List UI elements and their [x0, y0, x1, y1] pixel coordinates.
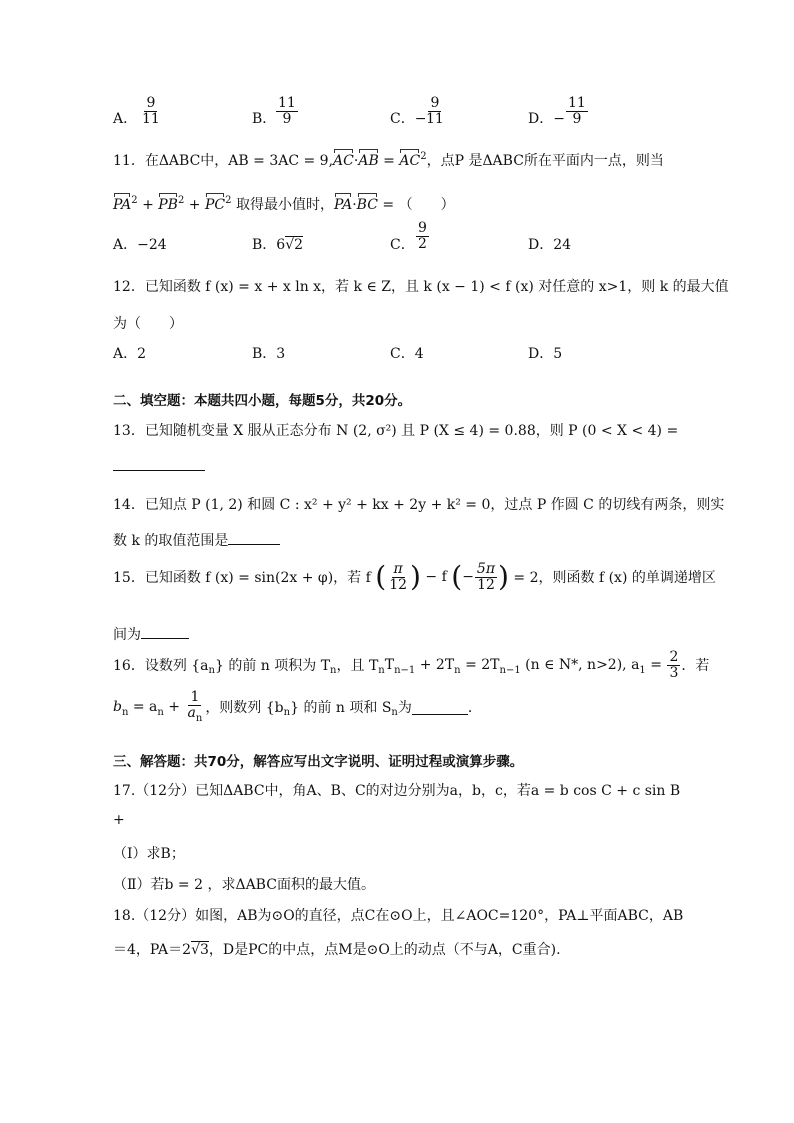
q11-option-c-fraction: $\frac{9}{2}$	[418, 220, 427, 252]
q10-option-a-label: A．	[113, 111, 138, 127]
q11-line1: 11．在ΔABC中，AB = $3AC = 9,AC\cdot AB = AC^2$，点P 是ΔABC所在平面内一点，则当	[113, 151, 664, 169]
q14-line2: 数 k 的取值范围是	[113, 530, 280, 550]
q12-option-d: D．5	[528, 346, 563, 362]
q10-option-c-fraction: $\frac{9}{11}$	[426, 95, 444, 127]
q13-line1: 13．已知随机变量 X 服从正态分布 N (2, σ²) 且 P (X ≤ 4) = 0.88，则 P (0 < X < 4) =	[113, 423, 679, 439]
q12-line2: 为（ ）	[113, 316, 183, 332]
section-2-heading: 二、填空题：本题共四小题，每题5分，共20分。	[113, 393, 412, 409]
q12-options	[113, 343, 713, 363]
q12-option-b: B．3	[252, 346, 286, 362]
q17-line1: 17.（12分）已知ΔABC中，角A、B、C的对边分别为a，b，c，若a = b cos C + c sin B	[113, 783, 681, 799]
q10-option-b-label: B．	[252, 111, 277, 127]
q10-option-c-label: C．−	[390, 111, 427, 127]
q14-answer-blank	[228, 530, 280, 545]
q11-option-b: B．6√2	[252, 237, 304, 253]
q11-options	[113, 220, 713, 264]
q17-part2: （Ⅱ）若b = 2 ，求ΔABC面积的最大值。	[113, 877, 375, 893]
q17-line2: +	[113, 812, 125, 828]
q16-answer-blank	[412, 700, 468, 715]
q12-option-a: A．2	[113, 346, 147, 362]
q10-option-a-fraction: $\frac{9}{11}$	[142, 95, 160, 127]
q11-option-d: D．24	[528, 237, 572, 253]
q10-option-d-fraction: $\frac{11}{9}$	[568, 95, 586, 127]
q10-option-d-label: D．−	[528, 111, 565, 127]
q18-line2: ＝4，PA＝2√3，D是PC的中点，点M是⊙O上的动点（不与A，C重合).	[113, 942, 561, 958]
q10-option-b-fraction: $\frac{11}{9}$	[278, 95, 296, 127]
q18-line1: 18.（12分）如图，AB为⊙O的直径，点C在⊙O上，且∠AOC=120°，PA⊥平面ABC，AB	[113, 908, 684, 924]
q11-option-a: A．−24	[113, 237, 167, 253]
q17-part1: （Ⅰ）求B；	[113, 846, 185, 862]
q15-line1: 15．已知函数 f (x) = sin(2x + φ)，若 f ( $\frac{\pi}{12}$ ) − f (− $\frac{5\pi}{12}$ ) = 2，则函数 f (x) 的单调递增区	[113, 560, 716, 594]
q12-line1: 12．已知函数 f (x) = x + x ln x，若 k ∈ Z，且 k (x − 1) < f (x) 对任意的 x>1，则 k 的最大值	[113, 279, 729, 295]
q16-line2: $b_n = a_n$ + $\frac{1}{a_n}$ ，则数列 $\{b_n\}$ 的前 n 项和 $S_n$为 ．	[113, 689, 482, 724]
q11-line2: $PA^2 + PB^2 + PC^2$ 取得最小值时，PA·BC = （ ）	[113, 195, 455, 213]
q11-option-c-label: C．	[390, 237, 415, 253]
q12-option-c: C．4	[390, 346, 424, 362]
q15-line2: 间为	[113, 624, 189, 644]
q14-line1: 14．已知点 P (1, 2) 和圆 C : x² + y² + kx + 2y + k² = 0，过点 P 作圆 C 的切线有两条，则实	[113, 497, 725, 513]
section-3-heading: 三、解答题：共70分，解答应写出文字说明、证明过程或演算步骤。	[113, 754, 524, 770]
q16-line1: 16．设数列 $\{a_n\}$ 的前 n 项积为 $T_n$，且 $T_nT_{n-1} + 2T_n = 2T_{n-1}$ (n ∈ N*, n>2), $a_1$ = $\frac{2}{3}$ ．若	[113, 649, 710, 681]
q13-answer-blank	[113, 456, 205, 475]
q15-answer-blank	[141, 624, 189, 639]
